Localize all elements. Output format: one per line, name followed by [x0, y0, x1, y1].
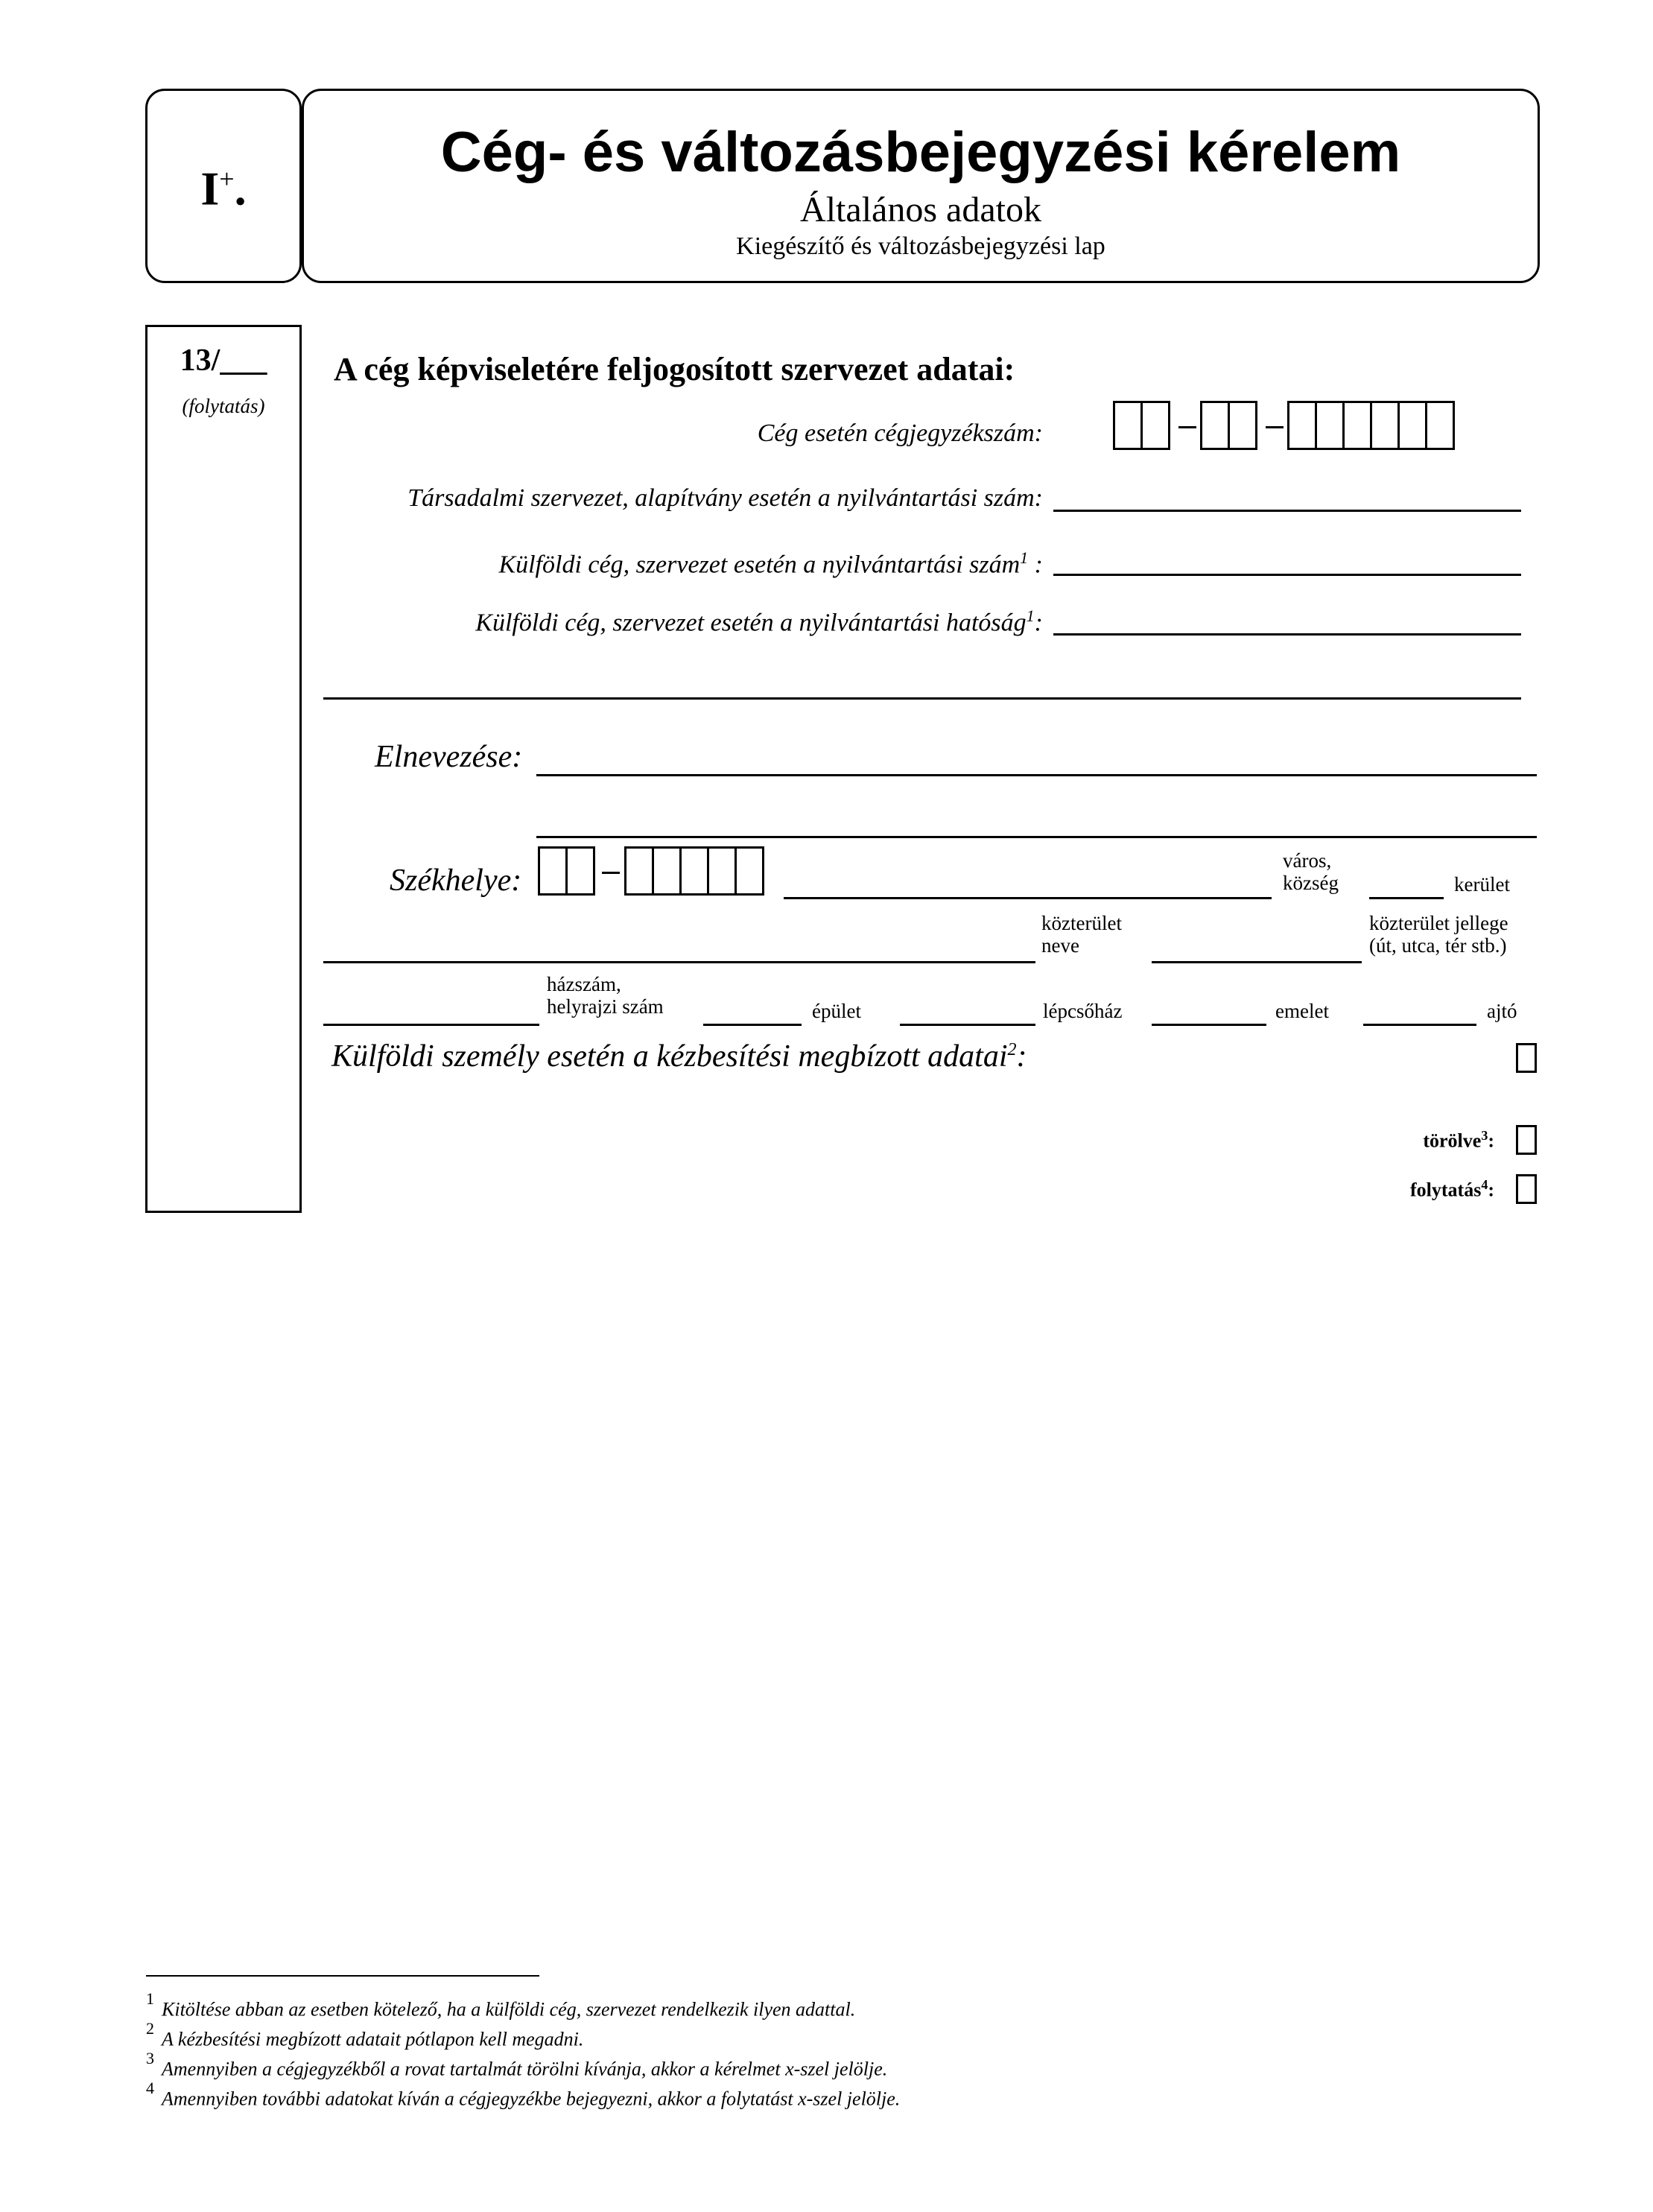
district-field[interactable]: [1369, 897, 1444, 899]
foreign-person-checkbox[interactable]: [1516, 1043, 1537, 1073]
staircase-label: lépcsőház: [1043, 1000, 1123, 1022]
street-name-label: közterület neve: [1041, 912, 1122, 957]
footnote-3: $^3$Amennyiben a cégjegyzékből a rovat tartalmát törölni kívánja, akkor a kérelmet x-szel jelölje.: [146, 2049, 888, 2080]
name-label: Elnevezése:: [375, 740, 523, 774]
zip-cells-b[interactable]: [624, 846, 762, 896]
name-field-2[interactable]: [536, 836, 1537, 838]
social-org-label: Társadalmi szervezet, alapítvány esetén a nyilvántartási szám:: [407, 484, 1043, 512]
door-field[interactable]: [1363, 1024, 1476, 1026]
footnote-2: $^2$A kézbesítési megbízott adatait pótlapon kell megadni.: [146, 2019, 584, 2050]
dash: [1266, 426, 1284, 428]
zip-digit-cell[interactable]: [624, 846, 654, 896]
reg-digit-cell[interactable]: [1342, 401, 1372, 450]
reg-digit-cell[interactable]: [1287, 401, 1317, 450]
sheet-number: 13/___: [180, 343, 267, 378]
foreign-authority-field[interactable]: [1053, 633, 1521, 636]
dash: [602, 872, 620, 874]
reg-digit-cell[interactable]: [1397, 401, 1427, 450]
continuation-note: (folytatás): [182, 395, 265, 417]
footnote-1: $^1$Kitöltése abban az esetben kötelező, ha a külföldi cég, szervezet rendelkezik ilyen adattal.: [146, 1989, 856, 2021]
page-title: Cég- és változásbejegyzési kérelem: [440, 121, 1401, 184]
building-label: épület: [812, 1000, 861, 1022]
zip-digit-cell[interactable]: [565, 846, 595, 896]
reg-digit-cell[interactable]: [1228, 401, 1257, 450]
separator-line: [323, 697, 1521, 700]
reg-digit-cell[interactable]: [1370, 401, 1400, 450]
reg-digit-cell[interactable]: [1140, 401, 1170, 450]
section-code: I+.: [200, 162, 247, 215]
page-subsubtitle: Kiegészítő és változásbejegyzési lap: [736, 232, 1105, 260]
reg-digit-cell[interactable]: [1315, 401, 1345, 450]
foreign-person-label: Külföldi személy esetén a kézbesítési megbízott adatai$^2$:: [331, 1039, 1027, 1074]
address-label: Székhelye:: [390, 863, 522, 898]
zip-digit-cell[interactable]: [538, 846, 568, 896]
zip-digit-cell[interactable]: [679, 846, 709, 896]
deleted-checkbox[interactable]: [1516, 1125, 1537, 1155]
foreign-reg-field[interactable]: [1053, 574, 1521, 576]
foreign-reg-label: Külföldi cég, szervezet esetén a nyilvántartási szám$^1$ :: [498, 548, 1043, 579]
company-reg-serial-cells[interactable]: [1287, 401, 1453, 450]
district-label: kerület: [1454, 873, 1510, 896]
house-number-field[interactable]: [323, 1024, 539, 1026]
reg-digit-cell[interactable]: [1200, 401, 1230, 450]
zip-digit-cell[interactable]: [735, 846, 764, 896]
section-heading: A cég képviseletére feljogosított szervezet adatai:: [334, 351, 1015, 387]
continuation-checkbox[interactable]: [1516, 1174, 1537, 1204]
zip-cells-a[interactable]: [538, 846, 593, 896]
floor-label: emelet: [1275, 1000, 1329, 1022]
door-label: ajtó: [1487, 1000, 1517, 1022]
house-number-label: házszám, helyrajzi szám: [547, 973, 664, 1018]
street-type-label: közterület jellege (út, utca, tér stb.): [1369, 912, 1508, 957]
street-type-field[interactable]: [1152, 961, 1362, 963]
staircase-field[interactable]: [900, 1024, 1035, 1026]
building-field[interactable]: [703, 1024, 802, 1026]
company-reg-label: Cég esetén cégjegyzékszám:: [757, 419, 1043, 447]
left-column-box: [145, 325, 302, 1213]
floor-field[interactable]: [1152, 1024, 1266, 1026]
zip-digit-cell[interactable]: [652, 846, 682, 896]
reg-digit-cell[interactable]: [1113, 401, 1143, 450]
dash: [1178, 426, 1196, 428]
deleted-label: törölve$^3$:: [1423, 1128, 1494, 1152]
continuation-label: folytatás$^4$:: [1410, 1177, 1494, 1201]
city-field[interactable]: [784, 897, 1272, 899]
name-field[interactable]: [536, 774, 1537, 776]
city-label: város, község: [1283, 849, 1339, 894]
page-subtitle: Általános adatok: [800, 190, 1041, 229]
street-name-field[interactable]: [323, 961, 1035, 963]
foreign-authority-label: Külföldi cég, szervezet esetén a nyilvántartási hatóság$^1$:: [475, 606, 1043, 637]
footnote-rule: [146, 1975, 539, 1977]
footnote-4: $^4$Amennyiben további adatokat kíván a cégjegyzékbe bejegyezni, akkor a folytatást x-szel jelölje.: [146, 2079, 901, 2110]
zip-digit-cell[interactable]: [707, 846, 737, 896]
company-reg-form-cells[interactable]: [1200, 401, 1255, 450]
reg-digit-cell[interactable]: [1425, 401, 1455, 450]
social-org-field[interactable]: [1053, 510, 1521, 512]
company-reg-court-cells[interactable]: [1113, 401, 1168, 450]
